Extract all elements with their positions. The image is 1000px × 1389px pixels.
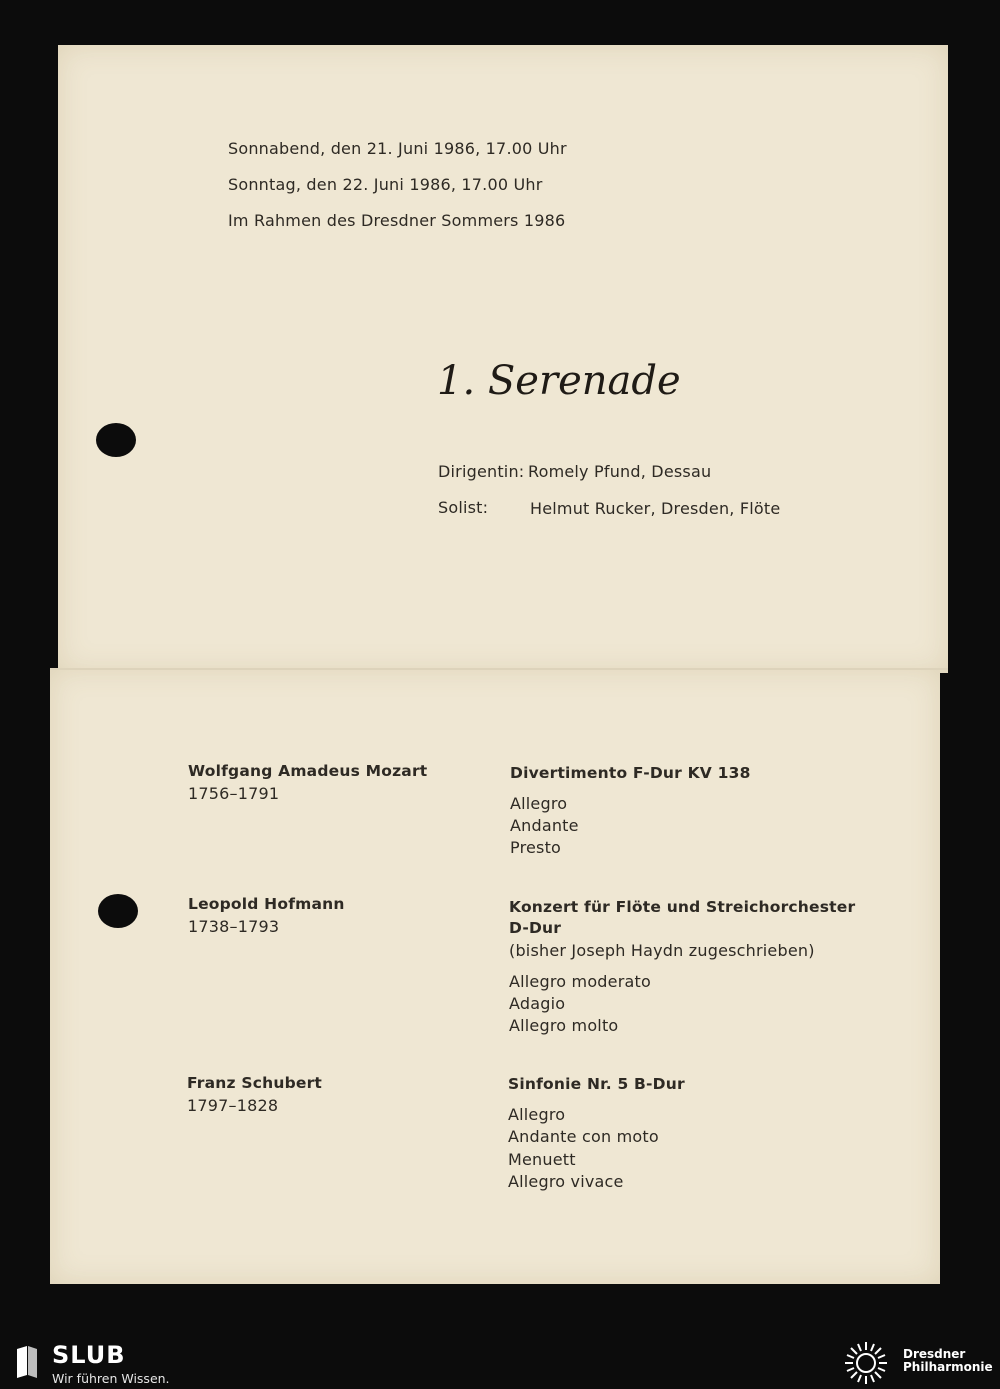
punch-hole: [98, 894, 138, 928]
movement: Andante con moto: [508, 1127, 659, 1146]
movement: Presto: [510, 838, 562, 857]
composer-years: 1797–1828: [187, 1096, 279, 1115]
fold-line: [50, 668, 948, 670]
movement: Allegro moderato: [509, 972, 651, 991]
movement: Adagio: [509, 994, 566, 1013]
document-sheet-bottom: [50, 668, 940, 1284]
footer-bar: [0, 1335, 1000, 1389]
work-title: Konzert für Flöte und Streichorchester: [509, 898, 856, 916]
conductor-label: Dirigentin:: [438, 462, 525, 481]
philharmonie-sunburst-icon: [843, 1340, 889, 1386]
partner-line-2: Philharmonie: [903, 1360, 993, 1374]
soloist-name: Helmut Rucker, Dresden, Flöte: [530, 499, 781, 518]
movement: Allegro: [508, 1105, 566, 1124]
work-title: Divertimento F-Dur KV 138: [510, 764, 751, 782]
soloist-label: Solist:: [438, 498, 489, 517]
slub-book-icon: [14, 1345, 40, 1379]
composer-years: 1738–1793: [188, 917, 280, 936]
festival-line: Im Rahmen des Dresdner Sommers 1986: [228, 211, 566, 230]
date-line-2: Sonntag, den 22. Juni 1986, 17.00 Uhr: [228, 175, 543, 194]
movement: Allegro vivace: [508, 1172, 624, 1191]
work-title: Sinfonie Nr. 5 B-Dur: [508, 1075, 685, 1093]
composer-years: 1756–1791: [188, 784, 280, 803]
composer-name: Wolfgang Amadeus Mozart: [188, 762, 428, 780]
conductor-name: Romely Pfund, Dessau: [528, 462, 712, 481]
partner-line-1: Dresdner: [903, 1347, 966, 1361]
movement: Allegro molto: [509, 1016, 619, 1035]
philharmonie-logo-text[interactable]: [903, 1348, 993, 1374]
movement: Allegro: [510, 794, 568, 813]
slub-tagline: Wir führen Wissen.: [52, 1371, 170, 1386]
composer-name: Leopold Hofmann: [188, 895, 345, 913]
concert-title: 1. Serenade: [437, 358, 681, 404]
work-title-key: D-Dur: [509, 919, 562, 937]
composer-name: Franz Schubert: [187, 1074, 323, 1092]
slub-logo-text[interactable]: SLUB: [52, 1341, 126, 1369]
date-line-1: Sonnabend, den 21. Juni 1986, 17.00 Uhr: [228, 139, 567, 158]
punch-hole: [96, 423, 136, 457]
work-note: (bisher Joseph Haydn zugeschrieben): [509, 941, 815, 960]
movement: Andante: [510, 816, 579, 835]
movement: Menuett: [508, 1150, 576, 1169]
